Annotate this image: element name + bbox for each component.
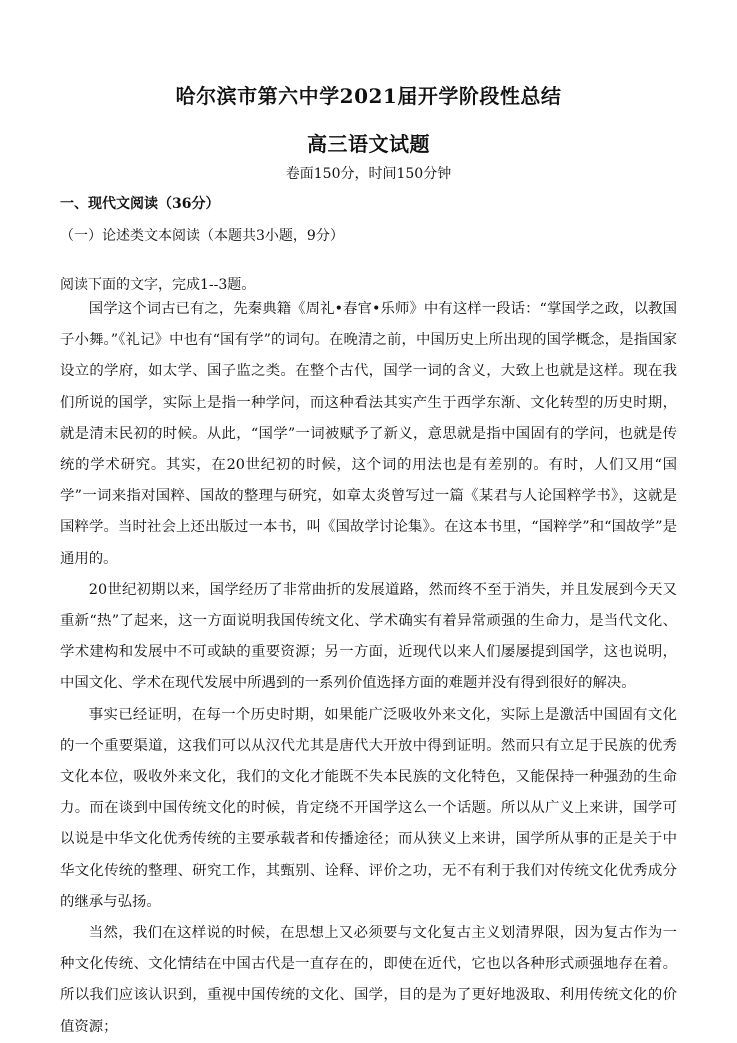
reading-instruction: 阅读下面的文字，完成1--3题。 (60, 277, 256, 293)
exam-title: 哈尔滨市第六中学2021届开学阶段性总结 (175, 84, 562, 108)
passage-paragraph-2: 20世纪初期以来，国学经历了非常曲折的发展道路，然而终不至于消失，并且发展到今天又重新“热”了起来，这一方面说明我国传统文化、学术确实有着异常顽强的生命力，是当代文化、学术建构和发展中不可或缺的重要资源；另一方面，近现代以来人们屡屡提到国学，这也说明，中国文化、学术在现代发展中所遇到的一系列价值选择方面的难题并没有得到很好的解决。 (60, 581, 677, 692)
reading-passage (60, 294, 677, 1043)
subsection-heading: （一）论述类文本阅读（本题共3小题，9分） (60, 228, 344, 244)
exam-subtitle: 高三语文试题 (307, 132, 430, 156)
passage-paragraph-1: 国学这个词古已有之，先秦典籍《周礼•春官•乐师》中有这样一段话：“掌国学之政，以教国子小舞。”《礼记》中也有“国有学”的词句。在晚清之前，中国历史上所出现的国学概念，是指国家设立的学府，如太学、国子监之类。在整个古代，国学一词的含义，大致上也就是这样。现在我们所说的国学，实际上是指一种学问，而这种看法其实产生于西学东渐、文化转型的历史时期，就是清末民初的时候。从此，“国学”一词被赋予了新义，意思就是指中国固有的学问，也就是传统的学术研究。其实，在20世纪初的时候，这个词的用法也是有差别的。有时，人们又用“国学”一词来指对国粹、国故的整理与研究，如章太炎曾写过一篇《某君与人论国粹学书》，这就是国粹学。当时社会上还出版过一本书，叫《国故学讨论集》。在这本书里，“国粹学”和“国故学”是通用的。 (60, 301, 677, 567)
section-heading: 一、现代文阅读（36分） (60, 196, 220, 212)
passage-paragraph-3: 事实已经证明，在每一个历史时期，如果能广泛吸收外来文化，实际上是激活中国固有文化的一个重要渠道，这我们可以从汉代尤其是唐代大开放中得到证明。然而只有立足于民族的优秀文化本位，吸收外来文化，我们的文化才能既不失本民族的文化特色，又能保持一种强劲的生命力。而在谈到中国传统文化的时候，肯定绕不开国学这么一个话题。所以从广义上来讲，国学可以说是中华文化优秀传统的主要承载者和传播途径；而从狭义上来讲，国学所从事的正是关于中华文化传统的整理、研究工作，其甄别、诠释、评价之功，无不有利于我们对传统文化优秀成分的继承与弘扬。 (60, 706, 677, 910)
exam-info: 卷面150分，时间150分钟 (285, 166, 452, 182)
passage-paragraph-4: 当然，我们在这样说的时候，在思想上又必须要与文化复古主义划清界限，因为复古作为一种文化传统、文化情结在中国古代是一直存在的，即使在近代，它也以各种形式顽强地存在着。所以我们应该认识到，重视中国传统的文化、国学，目的是为了更好地汲取、利用传统文化的价值资源； (60, 925, 677, 1035)
